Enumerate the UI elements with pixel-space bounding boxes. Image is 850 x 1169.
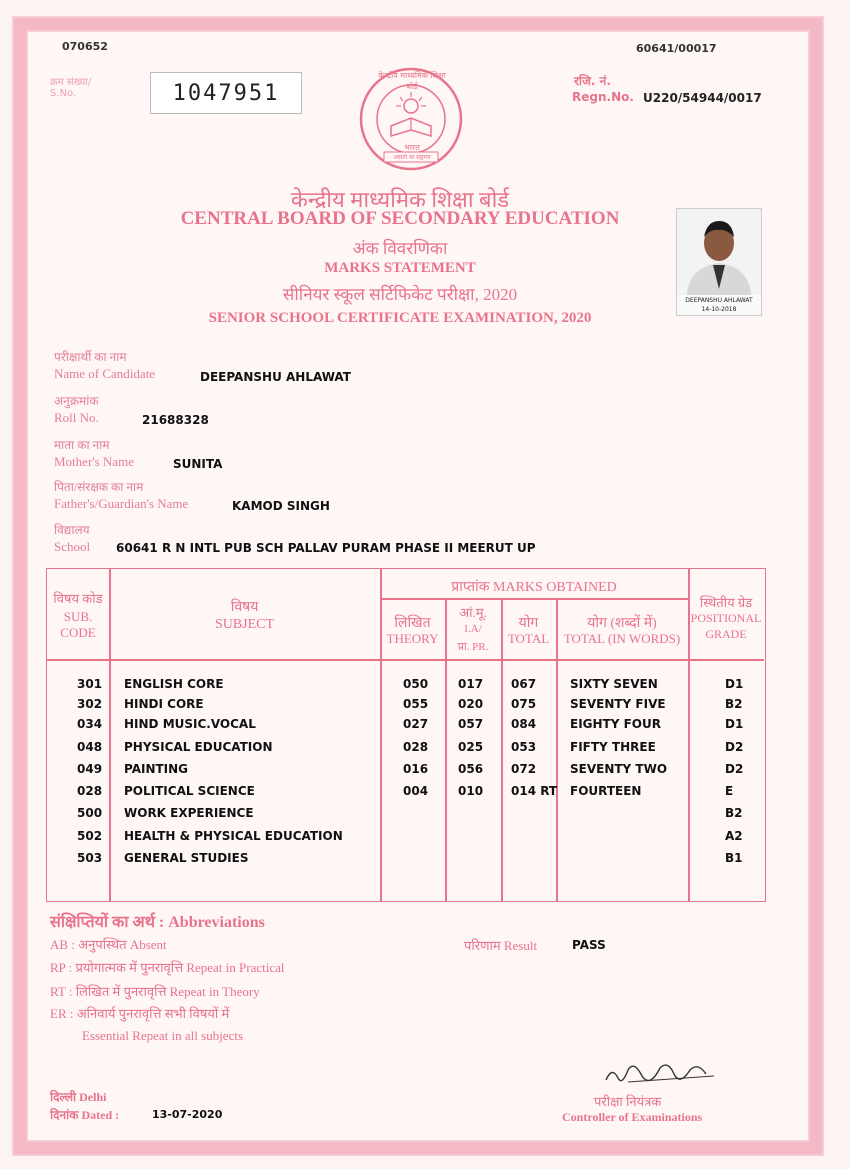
row-ia: 056: [458, 762, 484, 776]
header-grade-en2: GRADE: [705, 627, 747, 641]
result-label: परिणाम Result: [464, 938, 538, 953]
row-ia: 025: [458, 740, 484, 754]
row-code: 049: [77, 762, 103, 776]
candidate-name: DEEPANSHU AHLAWAT: [200, 370, 351, 384]
statement-title-hi: अंक विवरणिका: [352, 239, 448, 258]
row-theory: 055: [403, 697, 429, 711]
candidate-name-label-hi: परीक्षार्थी का नाम: [54, 350, 127, 364]
header-grade-hi: स्थितीय ग्रेड: [699, 595, 753, 610]
row-total: 072: [511, 762, 537, 776]
school-label-hi: विद्यालय: [54, 523, 90, 537]
header-ia-hi: आं.मू.: [459, 605, 487, 620]
row-theory: 004: [403, 784, 429, 798]
place-label: दिल्ली Delhi: [50, 1090, 107, 1104]
abbr-er-en: Essential Repeat in all subjects: [82, 1028, 244, 1043]
row-ia: 020: [458, 697, 484, 711]
header-words-en: TOTAL (IN WORDS): [563, 631, 681, 646]
row-divider: [47, 659, 764, 661]
row-grade: D1: [725, 717, 744, 731]
logo-text-bottom: असतो मा सद्गमय: [393, 154, 431, 161]
signature-icon: [598, 1056, 728, 1092]
row-theory: 016: [403, 762, 429, 776]
row-subject: HEALTH & PHYSICAL EDUCATION: [124, 829, 343, 843]
row-grade: E: [725, 784, 734, 798]
row-ia: 010: [458, 784, 484, 798]
school-label: School: [54, 539, 91, 554]
top-left-number: 070652: [62, 40, 108, 53]
row-code: 502: [77, 829, 103, 843]
row-code: 503: [77, 851, 103, 865]
photo-caption-date: 14-10-2018: [701, 306, 737, 313]
row-words: SEVENTY TWO: [570, 762, 668, 776]
row-words: FIFTY THREE: [570, 740, 656, 754]
roll-label: Roll No.: [54, 410, 99, 425]
header-pr: प्रा. PR.: [457, 641, 489, 653]
row-code: 301: [77, 677, 103, 691]
header-ia-en: I.A/: [464, 623, 482, 635]
certificate-number: 1047951: [150, 72, 302, 114]
top-right-number: 60641/00017: [636, 42, 717, 55]
father-label-hi: पिता/संरक्षक का नाम: [54, 480, 144, 494]
header-subject-hi: विषय: [230, 600, 259, 615]
candidate-portrait-icon: [677, 209, 761, 295]
controller-label-en: Controller of Examinations: [562, 1110, 703, 1124]
row-words: SIXTY SEVEN: [570, 677, 658, 691]
row-code: 302: [77, 697, 103, 711]
issue-date: 13-07-2020: [152, 1108, 223, 1121]
row-words: SEVENTY FIVE: [570, 697, 666, 711]
header-code-hi: विषय कोड: [53, 591, 103, 606]
header-subject-en: SUBJECT: [214, 617, 275, 632]
row-total: 053: [511, 740, 537, 754]
row-words: FOURTEEN: [570, 784, 642, 798]
abbr-rt: RT : लिखित में पुनरावृत्ति Repeat in Theory: [50, 984, 260, 999]
regn-value: U220/54944/0017: [643, 91, 762, 105]
row-theory: 028: [403, 740, 429, 754]
father-name: KAMOD SINGH: [232, 499, 330, 513]
row-subject: POLITICAL SCIENCE: [124, 784, 255, 798]
header-grade-en1: POSITIONAL: [690, 611, 762, 625]
row-total: 014 RT: [511, 784, 558, 798]
row-subject: WORK EXPERIENCE: [124, 806, 254, 820]
row-theory: 050: [403, 677, 429, 691]
abbr-er: ER : अनिवार्य पुनरावृत्ति सभी विषयों में: [50, 1006, 230, 1021]
row-divider: [380, 598, 688, 600]
board-title-en: CENTRAL BOARD OF SECONDARY EDUCATION: [180, 208, 620, 229]
row-theory: 027: [403, 717, 429, 731]
exam-title-hi: सीनियर स्कूल सर्टिफिकेट परीक्षा, 2020: [282, 285, 518, 304]
row-ia: 057: [458, 717, 484, 731]
row-grade: B1: [725, 851, 743, 865]
board-title-hi: केन्द्रीय माध्यमिक शिक्षा बोर्ड: [290, 187, 510, 212]
header-words-hi: योग (शब्दों में): [587, 616, 657, 631]
candidate-photo: [676, 208, 762, 316]
abbr-rp: RP : प्रयोगात्मक में पुनरावृत्ति Repeat in Practical: [50, 960, 285, 975]
row-grade: D2: [725, 762, 744, 776]
header-code-en1: SUB.: [63, 609, 93, 624]
row-grade: D2: [725, 740, 744, 754]
mother-name: SUNITA: [173, 457, 223, 471]
header-marks-obtained: प्राप्तांक MARKS OBTAINED: [451, 580, 617, 595]
header-total-hi: योग: [518, 616, 539, 631]
row-code: 048: [77, 740, 103, 754]
abbreviations-heading: संक्षिप्तियों का अर्थ : Abbreviations: [50, 914, 265, 931]
result-value: PASS: [572, 938, 606, 952]
row-words: EIGHTY FOUR: [570, 717, 661, 731]
father-label: Father's/Guardian's Name: [54, 496, 189, 511]
row-total: 075: [511, 697, 537, 711]
row-code: 500: [77, 806, 103, 820]
controller-label-hi: परीक्षा नियंत्रक: [594, 1094, 662, 1109]
row-code: 028: [77, 784, 103, 798]
row-ia: 017: [458, 677, 484, 691]
row-subject: HINDI CORE: [124, 697, 204, 711]
row-grade: A2: [725, 829, 743, 843]
logo-text-mid: भारत: [404, 143, 420, 152]
row-subject: PAINTING: [124, 762, 189, 776]
marks-table: [46, 568, 766, 902]
abbr-ab: AB : अनुपस्थित Absent: [50, 937, 167, 952]
dated-label: दिनांक Dated :: [50, 1108, 120, 1122]
logo-text-top: केन्द्रीय माध्यमिक शिक्षा बोर्ड: [378, 71, 446, 91]
statement-title-en: MARKS STATEMENT: [324, 260, 476, 276]
exam-title-en: SENIOR SCHOOL CERTIFICATE EXAMINATION, 2020: [208, 310, 592, 326]
row-total: 084: [511, 717, 537, 731]
row-code: 034: [77, 717, 103, 731]
serial-label-hi: क्रम संख्या/: [50, 77, 92, 88]
school-code: 60641: [116, 541, 158, 555]
row-grade: D1: [725, 677, 744, 691]
row-grade: B2: [725, 806, 743, 820]
row-grade: B2: [725, 697, 743, 711]
roll-number: 21688328: [142, 413, 209, 427]
row-subject: ENGLISH CORE: [124, 677, 224, 691]
row-total: 067: [511, 677, 537, 691]
row-subject: PHYSICAL EDUCATION: [124, 740, 273, 754]
regn-label-hi: रजि. नं.: [574, 74, 611, 88]
roll-label-hi: अनुक्रमांक: [54, 394, 99, 408]
header-theory-hi: लिखित: [394, 616, 431, 631]
serial-label-en: S.No.: [50, 88, 77, 99]
row-subject: HIND MUSIC.VOCAL: [124, 717, 256, 731]
header-code-en2: CODE: [60, 625, 96, 640]
mother-label: Mother's Name: [54, 454, 134, 469]
mother-label-hi: माता का नाम: [54, 438, 110, 452]
photo-caption-name: DEEPANSHU AHLAWAT: [685, 297, 753, 304]
regn-label: Regn.No.: [572, 90, 634, 104]
header-theory-en: THEORY: [386, 631, 439, 646]
header-total-en: TOTAL: [507, 631, 550, 646]
school-name: R N INTL PUB SCH PALLAV PURAM PHASE II MEERUT UP: [162, 541, 536, 555]
row-subject: GENERAL STUDIES: [124, 851, 249, 865]
candidate-name-label: Name of Candidate: [54, 366, 156, 381]
